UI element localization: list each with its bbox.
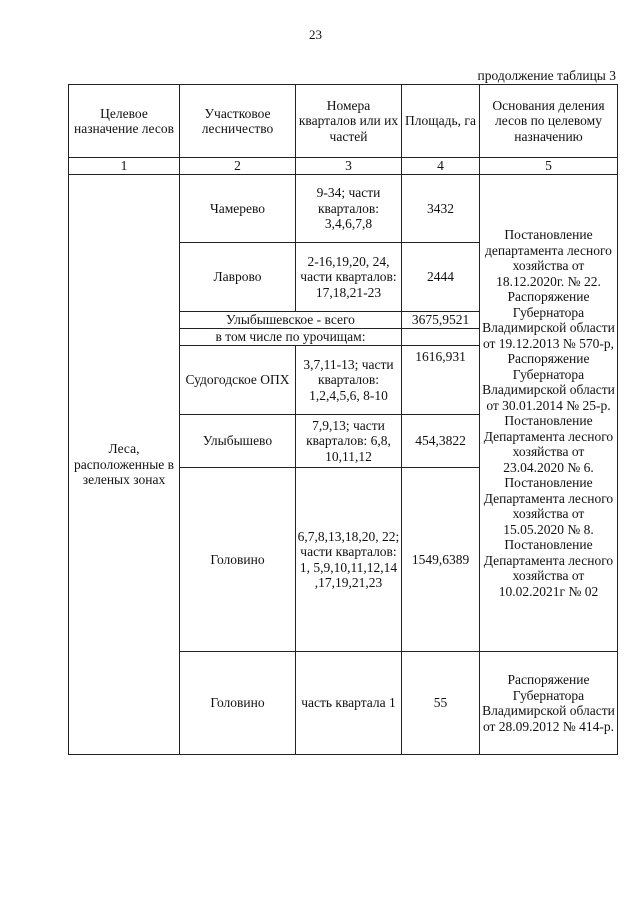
- quarters-cell: 7,9,13; части кварталов: 6,8, 10,11,12: [296, 415, 402, 468]
- page-number: 23: [309, 27, 322, 42]
- quarters-cell: 6,7,8,13,18,20, 22; части кварталов: 1, 5,9,10,11,12,14 ,17,19,21,23: [296, 468, 402, 652]
- col-number: 5: [480, 158, 618, 175]
- quarters-cell: часть квартала 1: [296, 652, 402, 755]
- table-continuation-label: продолжение таблицы 3: [477, 68, 616, 83]
- header-purpose: Целевое назначение лесов: [69, 85, 180, 158]
- header-area: Площадь, га: [402, 85, 480, 158]
- quarters-cell: 9-34; части кварталов: 3,4,6,7,8: [296, 175, 402, 243]
- subtotal-area: 3675,9521: [402, 312, 480, 329]
- area-cell: 3432: [402, 175, 480, 243]
- area-cell: 1549,6389: [402, 468, 480, 652]
- quarters-cell: 2-16,19,20, 24, части кварталов: 17,18,21-23: [296, 243, 402, 312]
- subtotal-label: Улыбышевское - всего: [180, 312, 402, 329]
- basis-cell: Распоряжение Губернатора Владимирской области от 28.09.2012 № 414-р.: [480, 652, 618, 755]
- column-number-row: [69, 158, 618, 175]
- header-quarters: Номера кварталов или их частей: [296, 85, 402, 158]
- forestry-cell: Головино: [180, 652, 296, 755]
- forestry-cell: Улыбышево: [180, 415, 296, 468]
- area-cell: 1616,931: [402, 346, 480, 415]
- header-forestry: Участковое лесничество: [180, 85, 296, 158]
- col-number: 1: [69, 158, 180, 175]
- col-number: 4: [402, 158, 480, 175]
- purpose-cell: Леса, расположенные в зеленых зонах: [69, 175, 180, 755]
- col-number: 3: [296, 158, 402, 175]
- header-basis: Основания деления лесов по целевому назначению: [480, 85, 618, 158]
- basis-cell: Постановление департамента лесного хозяйства от 18.12.2020г. № 22. Распоряжение Губернатора Владимирской области от 19.12.2013 № 570-р, Распоряжение Губернатора Владимирской области от 30.01.2014 № 25-р. Постановление Департамента лесного хозяйства от 23.04.2020 № 6. Постановление Департамента лесного хозяйства от 15.05.2020 № 8. Постановление Департамента лесного хозяйства от 10.02.2021г № 02: [480, 175, 618, 652]
- area-cell: 454,3822: [402, 415, 480, 468]
- quarters-cell: 3,7,11-13; части кварталов: 1,2,4,5,6, 8-10: [296, 346, 402, 415]
- area-cell: 55: [402, 652, 480, 755]
- forestry-cell: Головино: [180, 468, 296, 652]
- table-row: [69, 175, 618, 243]
- area-cell: [402, 329, 480, 346]
- including-label: в том числе по урочищам:: [180, 329, 402, 346]
- forestry-cell: Лаврово: [180, 243, 296, 312]
- header-row: [69, 85, 618, 158]
- area-cell: 2444: [402, 243, 480, 312]
- col-number: 2: [180, 158, 296, 175]
- forestry-cell: Чамерево: [180, 175, 296, 243]
- forestry-cell: Судогодское ОПХ: [180, 346, 296, 415]
- forest-purpose-table: [68, 84, 618, 755]
